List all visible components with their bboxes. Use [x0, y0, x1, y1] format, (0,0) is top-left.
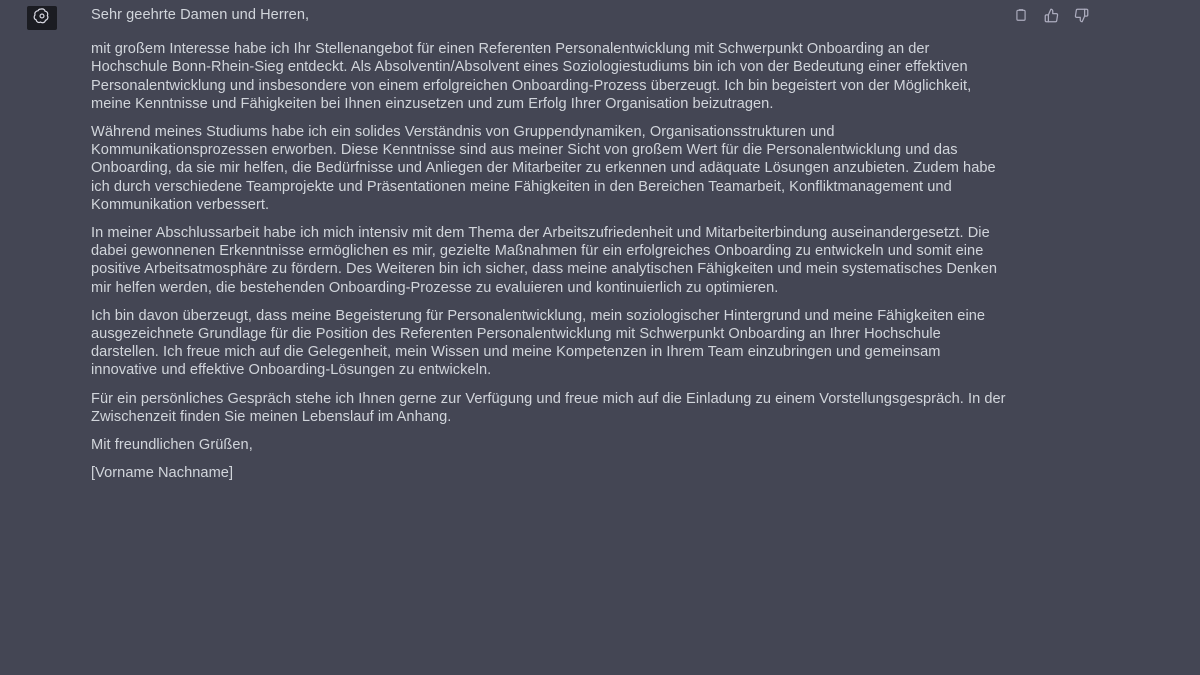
- openai-logo-icon: [33, 7, 51, 30]
- dislike-button[interactable]: [1072, 6, 1090, 24]
- letter-paragraph: In meiner Abschlussarbeit habe ich mich intensiv mit dem Thema der Arbeitszufriedenheit und Mitarbeiterbindung auseinandergesetzt. Die dabei gewonnenen Erkenntnisse ermöglichen es mir, gezielte Maßnahmen für ein erfolgreiches Onboarding zu entwickeln und somit eine positive Arbeitsatmosphäre zu fördern. Des Weiteren bin ich sicher, dass meine analytischen Fähigkeiten und mein systematisches Denken mir helfen werden, die bestehenden Onboarding-Prozesse zu evaluieren und kontinuierlich zu optimieren.: [91, 225, 998, 296]
- letter-paragraph: Ich bin davon überzeugt, dass meine Begeisterung für Personalentwicklung, mein soziologischer Hintergrund und meine Fähigkeiten eine ausgezeichnete Grundlage für die Position des Referenten Personalentwicklung mit Schwerpunkt Onboarding an Ihrer Hochschule darstellen. Ich freue mich auf die Gelegenheit, mein Wissen und meine Kompetenzen in Ihrem Team einzubringen und gemeinsam innovative und effektive Onboarding-Lösungen zu entwickeln.: [91, 307, 986, 379]
- thumbs-up-icon: [1044, 8, 1059, 23]
- letter-paragraph: Für ein persönliches Gespräch stehe ich Ihnen gerne zur Verfügung und freue mich auf die Einladung zu einem Vorstellungsgespräch. In der Zwischenzeit finden Sie meinen Lebenslauf im Anhang.: [91, 390, 1006, 425]
- copy-button[interactable]: [1012, 6, 1030, 24]
- letter-signature: [Vorname Nachname]: [91, 465, 234, 482]
- letter-greeting: Sehr geehrte Damen und Herren,: [91, 7, 310, 23]
- assistant-message-content: [91, 6, 1006, 492]
- like-button[interactable]: [1042, 6, 1060, 24]
- letter-paragraph: mit großem Interesse habe ich Ihr Stellenangebot für einen Referenten Personalentwicklung mit Schwerpunkt Onboarding an der Hochschule Bonn-Rhein-Sieg entdeckt. Als Absolventin/Absolvent eines Soziologiestudiums bin ich von der Bedeutung einer effektiven Personalentwicklung und insbesondere von einem erfolgreichen Onboarding-Prozess überzeugt. Ich bin begeistert von der Möglichkeit, meine Kenntnisse und Fähigkeiten bei Ihnen einzusetzen und zum Erfolg Ihrer Organisation beizutragen.: [91, 41, 972, 112]
- message-actions: [1012, 6, 1090, 24]
- thumbs-down-icon: [1074, 8, 1089, 23]
- letter-closing: Mit freundlichen Grüßen,: [91, 437, 253, 454]
- letter-paragraph: Während meines Studiums habe ich ein solides Verständnis von Gruppendynamiken, Organisationsstrukturen und Kommunikationsprozessen erworben. Diese Kenntnisse sind aus meiner Sicht von großem Wert für die Personalentwicklung und das Onboarding, da sie mir helfen, die Bedürfnisse und Anliegen der Mitarbeiter zu erkennen und adäquate Lösungen anzubieten. Zudem habe ich durch verschiedene Teamprojekte und Präsentationen meine Fähigkeiten in den Bereichen Teamarbeit, Konfliktmanagement und Kommunikation verbessert.: [91, 124, 996, 213]
- assistant-avatar: [27, 6, 57, 30]
- clipboard-icon: [1014, 8, 1028, 22]
